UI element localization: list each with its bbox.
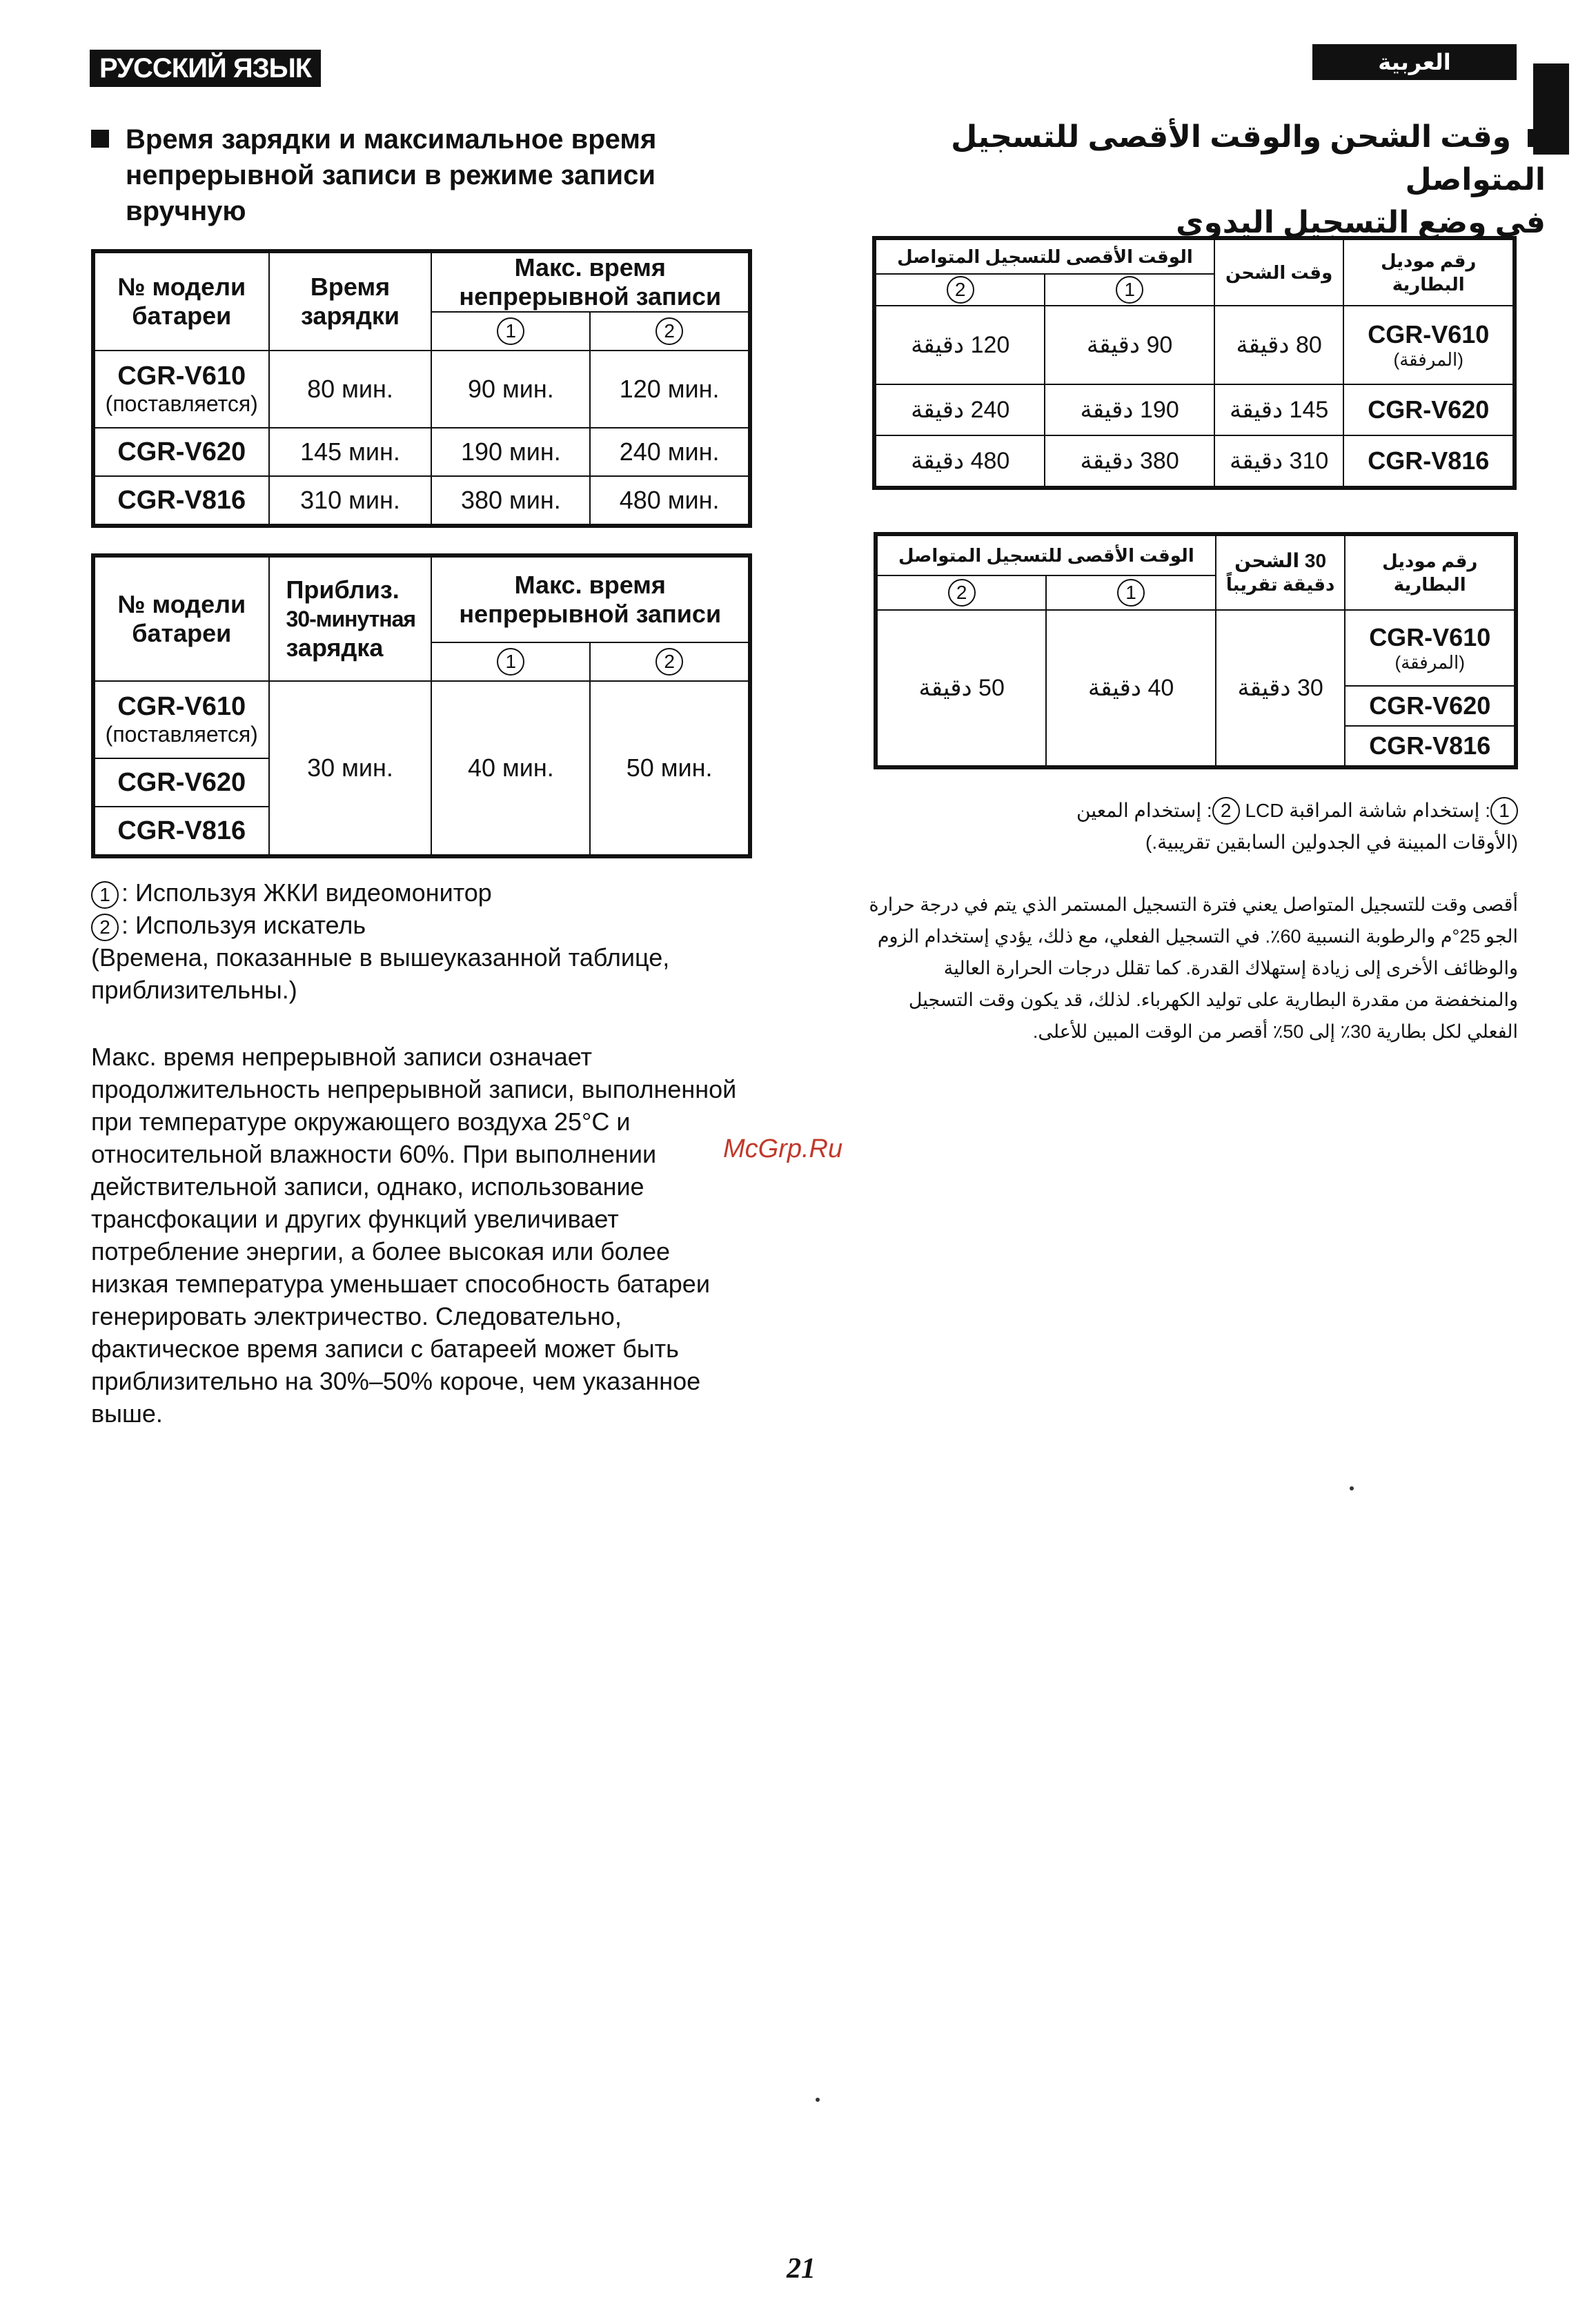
circled-one-icon: 1	[497, 317, 524, 345]
max-time-lcd: 380 دقيقة	[1045, 435, 1214, 486]
max-time-lcd: 190 دقيقة	[1045, 384, 1214, 435]
battery-model: CGR-V620	[95, 758, 269, 807]
note-approx: (Времена, показанные в вышеуказанной таблице, приблизительны.)	[91, 943, 670, 1004]
table-row	[876, 306, 1513, 384]
battery-model: CGR-V610 (المرفقة)	[1343, 306, 1513, 384]
col-header-viewfinder	[876, 274, 1045, 306]
col-header-max-time: Макс. время непрерывной записи	[431, 253, 749, 312]
table-row	[95, 428, 749, 476]
charge-time: 145 мин.	[269, 428, 432, 476]
charge-time: 30 دقيقة	[1216, 610, 1346, 766]
col-header-model: № модели батареи	[95, 557, 269, 681]
max-time-lcd: 190 мин.	[431, 428, 590, 476]
circled-one-icon: 1	[91, 881, 119, 909]
circled-two-icon: 2	[947, 276, 974, 304]
bullet-square-icon	[91, 130, 109, 148]
battery-model: CGR-V816	[1345, 726, 1515, 766]
max-time-lcd: 40 мин.	[431, 681, 590, 855]
ru-body-text: Макс. время непрерывной записи означает продолжительность непрерывной записи, выполненной при температуре окружающего воздуха 25°C и относительной влажности 60%. При выполнении действительной записи, однако, использование трансфокации и других функций увеличивает потребление энергии, а более высокая или более низкая температура уменьшает способность батареи генерировать электричество. Следовательно, фактическое время записи с батареей может быть приблизительно на 30%–50% короче, чем указанное выше.	[91, 1043, 737, 1428]
charge-time: 310 دقيقة	[1214, 435, 1344, 486]
note-lcd: 1 : Используя ЖКИ видеомонитор	[91, 876, 753, 909]
max-time-viewfinder: 120 دقيقة	[876, 306, 1045, 384]
ar-section-heading	[856, 116, 1546, 244]
ar-table-notes	[856, 795, 1518, 858]
circled-two-icon: 2	[656, 317, 683, 345]
max-time-viewfinder: 240 мин.	[590, 428, 749, 476]
note-approx: (الأوقات المبينة في الجدولين السابقين تقريبية.)	[1145, 831, 1518, 853]
max-time-viewfinder: 480 мин.	[590, 476, 749, 524]
battery-model: CGR-V610 (поставляется)	[95, 351, 269, 428]
charge-time: 310 мин.	[269, 476, 432, 524]
col-header-approx-charge: 30 الشحن دقيقة تقريباً	[1216, 535, 1346, 610]
col-header-lcd	[1046, 575, 1215, 610]
circled-two-icon: 2	[948, 579, 976, 607]
battery-model: CGR-V620	[1343, 384, 1513, 435]
table-row	[95, 351, 749, 428]
max-time-viewfinder: 50 دقيقة	[877, 610, 1046, 766]
battery-model: CGR-V816	[95, 476, 269, 524]
max-time-viewfinder: 50 мин.	[590, 681, 749, 855]
charge-time: 30 мин.	[269, 681, 432, 855]
col-header-max-time: الوقت الأقصى للتسجيل المتواصل	[876, 239, 1214, 274]
battery-model: CGR-V620	[1345, 686, 1515, 726]
col-header-max-time: Макс. время непрерывной записи	[431, 557, 749, 642]
circled-two-icon: 2	[656, 648, 683, 676]
circled-one-icon: 1	[497, 648, 524, 676]
table-row	[876, 435, 1513, 486]
col-header-model: رقم موديل البطارية	[1343, 239, 1513, 306]
ar-quick-charge-table	[876, 535, 1515, 767]
col-header-lcd	[431, 642, 590, 681]
max-time-viewfinder: 480 دقيقة	[876, 435, 1045, 486]
circled-one-icon: 1	[1117, 579, 1145, 607]
language-tab-russian: РУССКИЙ ЯЗЫК	[90, 50, 321, 87]
circled-one-icon: 1	[1116, 276, 1143, 304]
table-row	[877, 610, 1515, 686]
circled-one-icon: 1	[1490, 797, 1518, 825]
scan-dot	[816, 2098, 820, 2102]
col-header-charge-time: وقت الشحن	[1214, 239, 1344, 306]
watermark: McGrp.Ru	[723, 1134, 843, 1163]
battery-model: CGR-V816	[1343, 435, 1513, 486]
ar-charge-time-table	[875, 239, 1514, 487]
charge-time: 145 دقيقة	[1214, 384, 1344, 435]
battery-model: CGR-V610 (المرفقة)	[1345, 610, 1515, 686]
col-header-viewfinder	[590, 312, 749, 351]
ru-section-heading	[91, 121, 747, 229]
max-time-viewfinder: 240 دقيقة	[876, 384, 1045, 435]
table-row	[95, 476, 749, 524]
col-header-model: رقم موديل البطارية	[1345, 535, 1515, 610]
ru-heading-text: Время зарядки и максимальное время непрерывной записи в режиме записи вручную	[126, 124, 657, 226]
page-number: 21	[787, 2253, 816, 2285]
ru-quick-charge-table	[94, 556, 749, 856]
col-header-viewfinder	[590, 642, 749, 681]
charge-time: 80 دقيقة	[1214, 306, 1344, 384]
max-time-viewfinder: 120 мин.	[590, 351, 749, 428]
max-time-lcd: 90 دقيقة	[1045, 306, 1214, 384]
col-header-model: № модели батареи	[95, 253, 269, 351]
battery-model: CGR-V620	[95, 428, 269, 476]
col-header-lcd	[1045, 274, 1214, 306]
col-header-lcd	[431, 312, 590, 351]
col-header-approx-charge: Приблиз. 30-минутная зарядка	[269, 557, 432, 681]
ar-body-text: أقصى وقت للتسجيل المتواصل يعني فترة التسجيل المستمر الذي يتم في درجة حرارة الجو 25°م والرطوبة النسبية 60٪. في التسجيل الفعلي، مع ذلك، يؤدي إستخدام الزوم والوظائف الأخرى إلى زيادة إستهلاك القدرة. كما تقلل درجات الحرارة العالية والمنخفضة من مقدرة البطارية على توليد الكهرباء. لذلك، قد يكون وقت التسجيل الفعلي لكل بطارية 30٪ إلى 50٪ أقصر من الوقت المبين للأعلى.	[869, 894, 1518, 1042]
ru-charge-time-table	[94, 252, 749, 525]
note-viewfinder: 2 : Используя искатель	[91, 909, 753, 941]
language-tab-arabic: العربية	[1312, 44, 1517, 80]
circled-two-icon: 2	[1212, 797, 1240, 825]
max-time-lcd: 380 мин.	[431, 476, 590, 524]
charge-time: 80 мин.	[269, 351, 432, 428]
scan-dot	[1350, 1486, 1354, 1490]
table-row	[95, 681, 749, 758]
table-row	[876, 384, 1513, 435]
ru-table-notes	[91, 876, 753, 1006]
max-time-lcd: 40 دقيقة	[1046, 610, 1215, 766]
max-time-lcd: 90 мин.	[431, 351, 590, 428]
bullet-square-icon	[1528, 129, 1546, 147]
battery-model: CGR-V610 (поставляется)	[95, 681, 269, 758]
col-header-max-time: الوقت الأقصى للتسجيل المتواصل	[877, 535, 1216, 575]
ar-heading-line-1: وقت الشحن والوقت الأقصى للتسجيل المتواصل	[951, 120, 1546, 197]
battery-model: CGR-V816	[95, 807, 269, 855]
note-lcd-viewfinder: 1: إستخدام شاشة المراقبة LCD 2: إستخدام المعين	[856, 795, 1518, 827]
ar-heading-line-2: في وضع التسجيل اليدوي	[1176, 206, 1546, 239]
col-header-viewfinder	[877, 575, 1046, 610]
circled-two-icon: 2	[91, 914, 119, 941]
col-header-charge-time: Время зарядки	[269, 253, 432, 351]
